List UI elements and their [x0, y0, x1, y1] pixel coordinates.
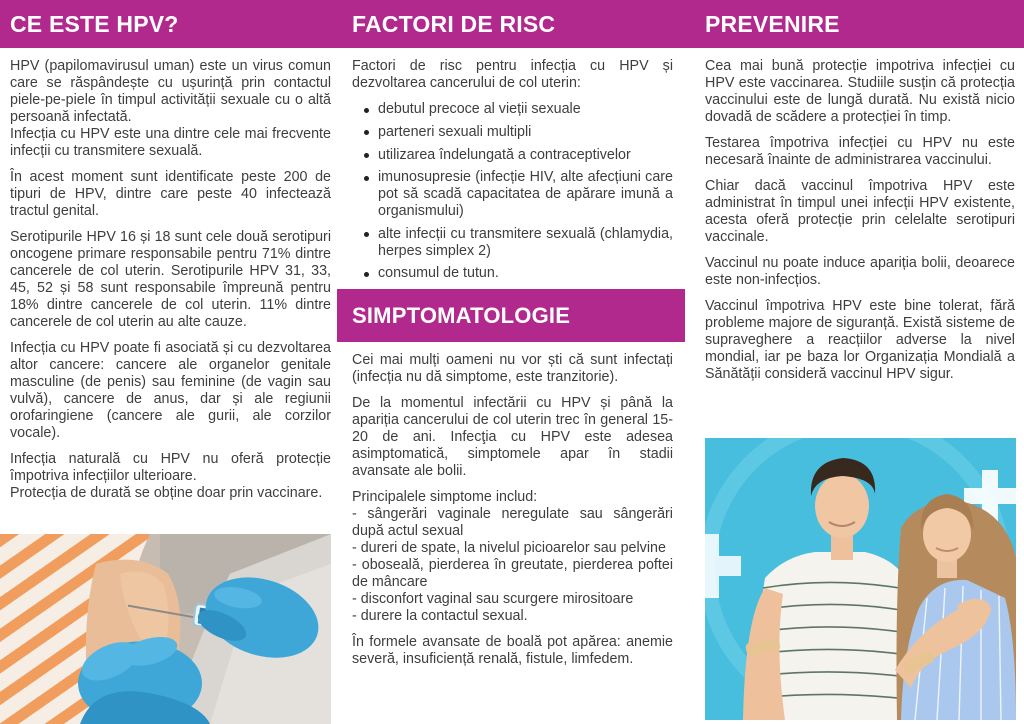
symptom-line: - sângerări vaginale neregulate sau sângerări după actul sexual	[352, 506, 673, 539]
list-item: utilizarea îndelungată a contraceptivelor	[364, 147, 673, 164]
risk-factors-intro: Factori de risc pentru infecția cu HPV și dezvoltarea cancerului de col uterin:	[352, 58, 673, 91]
symptom-line: - dureri de spate, la nivelul picioarelor sau pelvine	[352, 540, 666, 556]
paragraph: Testarea împotriva infecției cu HPV nu este necesară înainte de administrarea vaccinului.	[705, 135, 1015, 168]
symptom-line: - disconfort vaginal sau scurgere mirositoare	[352, 591, 634, 607]
paragraph: Protecția de durată se obține doar prin vaccinare.	[10, 485, 323, 501]
risk-factors-list	[352, 101, 673, 282]
symptoms-header-band	[337, 289, 685, 342]
list-item: parteneri sexuali multipli	[364, 124, 673, 141]
couple-photo	[705, 438, 1016, 720]
column-title-symptoms: SIMPTOMATOLOGIE	[352, 303, 571, 328]
woman-figure	[895, 494, 1016, 720]
paragraph: Chiar dacă vaccinul împotriva HPV este administrat în timpul unei infecții HPV existente, acesta oferă protecție prin celelalte serotipuri vaccinale.	[705, 178, 1015, 245]
risk-factors-text	[352, 58, 673, 286]
paragraph: Infecția cu HPV poate fi asociată și cu dezvoltarea altor cancere: cancere ale organelor genitale masculine (de penis) sau feminine (de vagin sau vulvă), cancere de anus, dar și ale regiunii orofaringiene (cancere ale gurii, ale corzilor vocale).	[10, 340, 331, 441]
vaccination-photo	[0, 534, 331, 724]
symptom-line: - oboseală, pierderea în greutate, pierderea poftei de mâncare	[352, 557, 673, 590]
paragraph: HPV (papilomavirusul uman) este un virus comun care se răspândește cu ușurință prin contactul piele-pe-piele în timpul activității sexuale cu o altă persoană infectată.	[10, 58, 331, 125]
paragraph: În formele avansate de boală pot apărea: anemie severă, insuficiență renală, fistule, limfedem.	[352, 634, 673, 667]
paragraph: Infecția naturală cu HPV nu oferă protecție împotriva infecțiilor ulterioare.	[10, 451, 331, 484]
column-title-what-is-hpv: CE ESTE HPV?	[10, 11, 179, 37]
symptom-line: - durere la contactul sexual.	[352, 608, 528, 624]
list-item: consumul de tutun.	[364, 265, 673, 282]
paragraph: Cei mai mulți oameni nu vor ști că sunt infectați (infecția nu dă simptome, este tranzitorie).	[352, 352, 673, 385]
paragraph: De la momentul infectării cu HPV și până la apariția cancerului de col uterin trec în general 15-20 de ani. Infecţia cu HPV este adesea asimptomatică, simptomele apar în stadii avansate ale bolii.	[352, 395, 673, 479]
couple-illustration	[705, 438, 1016, 720]
paragraph: Serotipurile HPV 16 și 18 sunt cele două serotipuri oncogene primare responsabile pentru 71% dintre cancerele de col uterin. Serotipurile HPV 31, 33, 45, 52 și 58 sunt responsabile împreună pentru 18% dintre cancerele de col uterin. 11% dintre cancerele de col uterin au alte cauze.	[10, 229, 331, 330]
column-title-risk-factors: FACTORI DE RISC	[352, 11, 556, 37]
list-item: alte infecții cu transmitere sexuală (chlamydia, herpes simplex 2)	[364, 226, 673, 260]
list-item: imunosupresie (infecție HIV, alte afecțiuni care pot să scadă capacitatea de apărare imună a organismului)	[364, 169, 673, 219]
column-title-prevention: PREVENIRE	[705, 11, 840, 37]
paragraph: Vaccinul nu poate induce apariția bolii, deoarece este non-infecțios.	[705, 255, 1015, 288]
what-is-hpv-text	[10, 58, 331, 530]
paragraph: Principalele simptome includ:	[352, 489, 538, 505]
paragraph: Infecția cu HPV este una dintre cele mai frecvente infecții cu transmitere sexuală.	[10, 126, 331, 159]
paragraph: Cea mai bună protecție impotriva infecției cu HPV este vaccinarea. Studiile susțin că protecția vaccinului este de lungă durată. Nu există nicio dovadă de scădere a protecției în timp.	[705, 58, 1015, 125]
paragraph: Vaccinul împotriva HPV este bine tolerat, fără probleme majore de siguranță. Există sisteme de supraveghere a reacțiilor adverse la nivel mondial, iar pe baza lor Organizația Mondială a Sănătății consideră vaccinul HPV sigur.	[705, 298, 1015, 382]
prevention-text	[705, 58, 1015, 430]
header-band	[0, 0, 1024, 48]
symptoms-text	[352, 352, 673, 720]
paragraph: În acest moment sunt identificate peste 200 de tipuri de HPV, dintre care peste 40 infectează tractul genital.	[10, 169, 331, 219]
vaccination-illustration	[0, 534, 331, 724]
list-item: debutul precoce al vieții sexuale	[364, 101, 673, 118]
